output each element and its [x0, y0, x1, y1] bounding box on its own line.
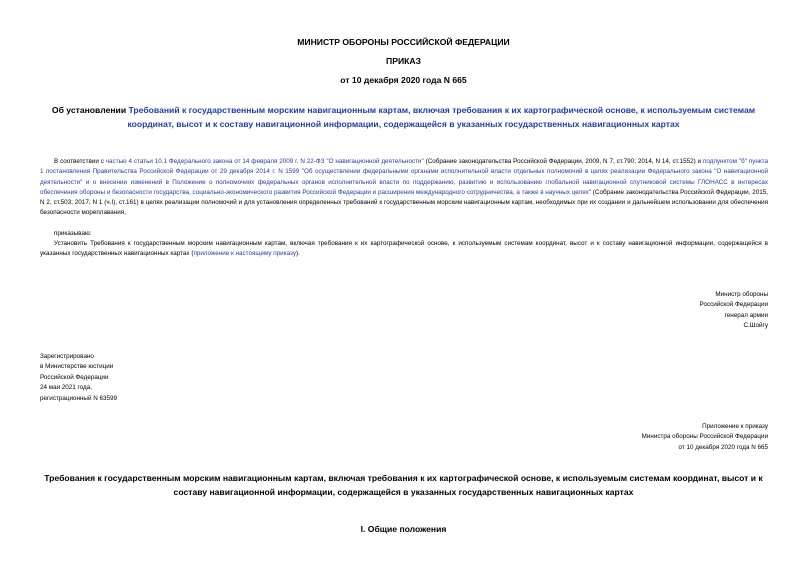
preamble-text-3: (Собрание законодательства Российской Федерации, 2015, N 2, ст.503; 2017, N 1 (ч.I), ст.161) в целях реализации полномочий и для установления определенных требований к государственным морским навигационным картам, необходимых при их создании и дальнейшем использовании для обеспечения безопасности мореплавания,	[40, 188, 768, 217]
appendix-line: Приложение к приказу	[702, 423, 768, 430]
registration-line: регистрационный N 63599	[40, 394, 118, 402]
preamble-text-1: В соответствии с	[54, 158, 106, 165]
signature-line: генерал армии	[724, 311, 768, 319]
appendix-block	[642, 422, 768, 453]
signature-line: Министр обороны	[715, 291, 768, 298]
order-title-prefix: Об установлении	[51, 105, 129, 115]
registration-line: Зарегистрировано	[40, 353, 94, 360]
requirements-title: Требования к государственным морским навигационным картам, включая требования к их картографической основе, к используемым системам координат, высот и к составу навигационной информации, содержащейся в указанных государственных навигационных картах	[44, 473, 763, 497]
document-date-number: от 10 декабря 2020 года N 665	[340, 75, 467, 85]
section-heading: I. Общие положения	[360, 524, 447, 534]
appendix-line: от 10 декабря 2020 года N 665	[678, 443, 768, 451]
order-text-1: Установить Требования к государственным морским навигационным картам, включая требования к их картографической основе, к используемым системам координат, высот и к составу навигационной информации, содержащейся в указанных государственных навигационных картах (	[40, 240, 768, 258]
document-type: ПРИКАЗ	[386, 56, 421, 66]
signature-line: С.Шойгу	[743, 322, 768, 330]
resolution-link[interactable]: подпунктом "б" пункта 1 постановления Правительства Российской Федерации от 29 декабря 2014 г. N 1599 "Об осуществлении федеральными органами исполнительной власти отдельных полномочий в целях реализации Федерального закона "О навигационной деятельности" и о внесении изменений в Положение о полномочиях федеральных органов исполнительной власти по поддержанию, развитию и использованию глобальной навигационной спутниковой системы ГЛОНАСС в интересах обеспечения обороны и безопасности государства, социально-экономического развития Российской Федерации и расширения международного сотрудничества, а также в научных целях"	[40, 158, 768, 196]
signature-block	[700, 290, 768, 332]
registration-line: в Министерстве юстиции	[40, 363, 114, 371]
order-paragraph	[40, 239, 768, 260]
registration-line: Российской Федерации	[40, 373, 109, 381]
law-link[interactable]: частью 4 статьи 10.1 Федерального закона от 14 февраля 2009 г. N 22-ФЗ "О навигационной деятельности"	[105, 158, 424, 165]
order-title	[40, 104, 767, 131]
preamble-text-2: (Собрание законодательства Российской Федерации, 2009, N 7, ст.790; 2014, N 14, ст.1552) и	[423, 158, 704, 165]
order-title-link[interactable]: Требований к государственным морским навигационным картам, включая требования к их картографической основе, к используемым системам координат, высот и к составу навигационной информации, содержащейся в указанных государственных навигационных картах	[127, 105, 756, 129]
order-directive-word: приказываю:	[54, 230, 92, 237]
signature-line: Российской Федерации	[699, 301, 768, 309]
order-text-2: ).	[296, 250, 300, 258]
appendix-link[interactable]: приложение к настоящему приказу	[193, 250, 296, 258]
registration-line: 24 мая 2021 года,	[40, 384, 92, 392]
preamble-paragraph	[40, 157, 768, 219]
registration-block	[40, 352, 117, 404]
appendix-line: Министра обороны Российской Федерации	[641, 433, 768, 441]
issuing-authority: МИНИСТР ОБОРОНЫ РОССИЙСКОЙ ФЕДЕРАЦИИ	[297, 37, 510, 47]
